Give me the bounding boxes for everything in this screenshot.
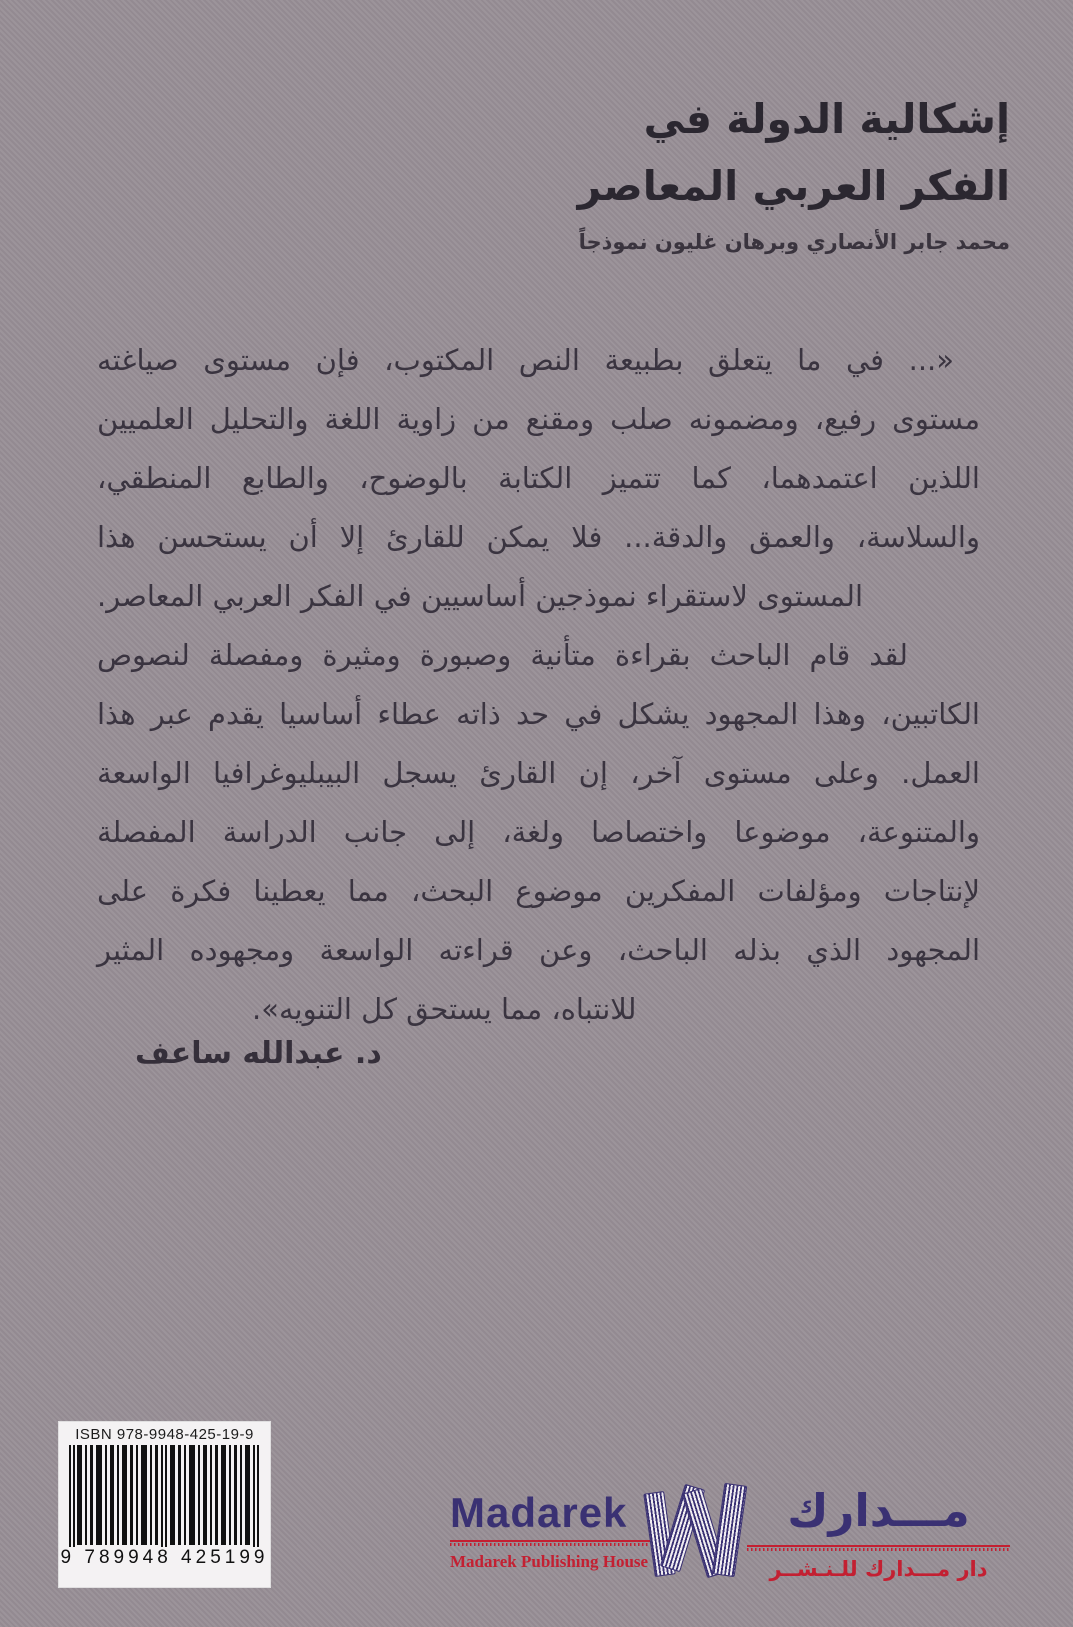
publisher-tagline-en: Madarek Publishing House [450,1552,649,1571]
quote-line: الكاتبين، وهذا المجهود يشكل في حد ذاته عطاء أساسيا يقدم عبر هذا [97,697,980,731]
quote-line: لإنتاجات ومؤلفات المفكرين موضوع البحث، مما يعطينا فكرة على [97,874,980,908]
barcode [69,1445,261,1561]
title-block [450,86,1010,254]
barcode-number: 9 789948 425199 [60,1547,269,1568]
quote-line: العمل. وعلى مستوى آخر، إن القارئ يسجل البيبليوغرافيا الواسعة [97,756,980,790]
quote-line: للانتباه، مما يستحق كل التنويه». [252,992,637,1026]
publisher-logo-en [450,1489,650,1572]
isbn-label: ISBN 978-9948-425-19-9 [75,1426,254,1443]
quote-line: مستوى رفيع، ومضمونه صلب ومقنع من زاوية اللغة والتحليل العلميين [97,402,980,436]
quote-paragraph-2 [97,626,980,1039]
books-m-icon [648,1483,742,1581]
quote-line: المستوى لاستقراء نموذجين أساسيين في الفكر العربي المعاصر. [97,579,864,613]
isbn-box [58,1421,271,1588]
publisher-rule-ar [747,1545,1010,1553]
quote-line: والمتنوعة، موضوعا واختصاصا ولغة، إلى جانب الدراسة المفصلة [97,815,980,849]
review-quote [97,331,980,1039]
publisher-name-ar: مـــدارك [787,1484,970,1537]
quote-line: والسلاسة، والعمق والدقة... فلا يمكن للقارئ إلا أن يستحسن هذا [97,520,980,554]
publisher-logo-ar [747,1480,1010,1581]
quote-line: اللذين اعتمدهما، كما تتميز الكتابة بالوضوح، والطابع المنطقي، [97,461,980,495]
quote-line: المجهود الذي بذله الباحث، وعن قراءته الواسعة ومجهوده المثير [97,933,980,967]
book-stripe-icon [712,1483,748,1577]
quote-line: لقد قام الباحث بقراءة متأنية وصبورة ومثيرة ومفصلة لنصوص [97,638,908,672]
book-subtitle: محمد جابر الأنصاري وبرهان غليون نموذجاً [578,230,1010,254]
publisher-rule-en [450,1540,650,1548]
publisher-tagline-ar: دار مـــدارك للـنـشــر [769,1557,988,1581]
quote-paragraph-1 [97,331,980,626]
reviewer-attribution: د. عبدالله ساعف [135,1036,382,1071]
book-title-line2: الفكر العربي المعاصر [577,162,1010,210]
quote-line: «... في ما يتعلق بطبيعة النص المكتوب، فإن مستوى صياغته [97,343,954,377]
book-title-line1: إشكالية الدولة في [643,95,1010,143]
publisher-name-en: Madarek [450,1489,628,1536]
